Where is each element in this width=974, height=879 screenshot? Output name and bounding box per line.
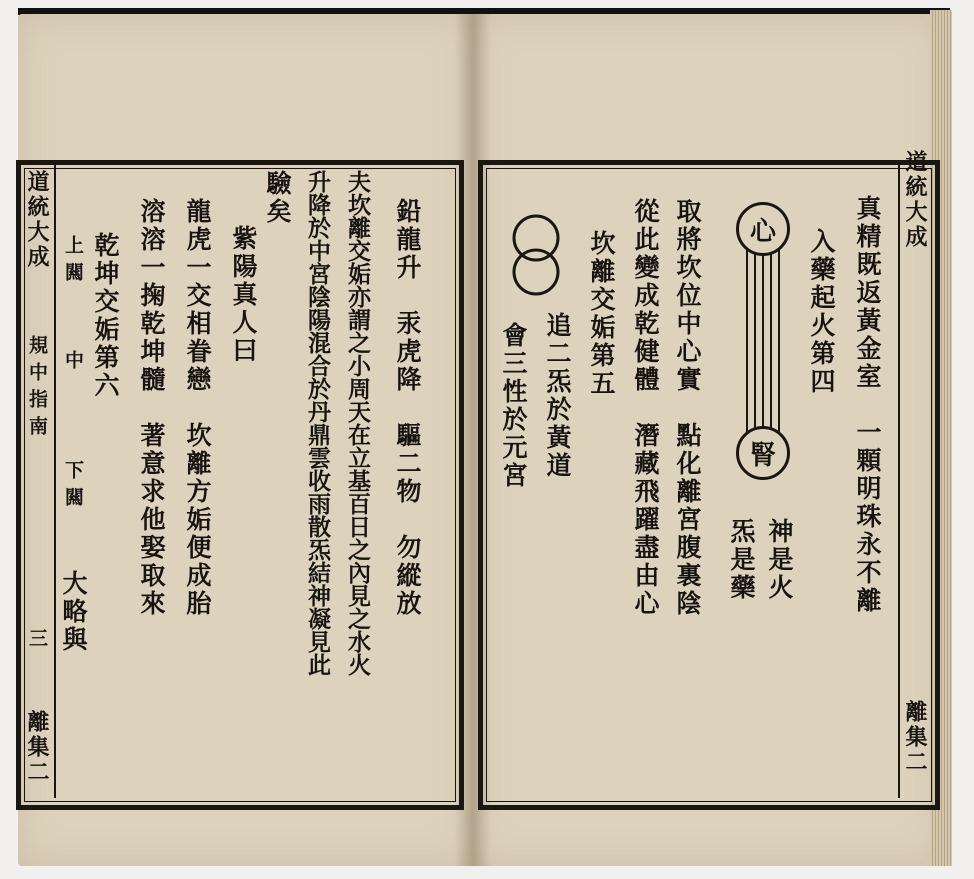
left-column: 鉛龍升 汞虎降 驅二物 勿縱放 [393, 198, 422, 618]
right-column: 從此變成乾健體 潛藏飛躍盡由心 [631, 198, 660, 618]
left-margin-title: 道統大成 [24, 170, 50, 270]
diagram-line [762, 240, 764, 450]
right-margin-section: 離集二 [902, 700, 928, 775]
right-column: 取將坎位中心實 點化離宮腹裏陰 [673, 198, 702, 618]
gate-lower: 下闗 [62, 460, 84, 514]
left-margin-section: 離集二 [24, 710, 50, 785]
diagram-line [746, 240, 748, 450]
gate-middle: 中 [62, 350, 84, 377]
left-column: 夫坎離交姤亦謂之小周天在立基百日之內見之水火 [344, 170, 371, 676]
right-column: 追二炁於黃道 [543, 312, 572, 480]
diagram-line [770, 240, 772, 450]
right-column: 坎離交姤第五 [587, 230, 616, 398]
left-column: 龍虎一交相眷戀 坎離方姤便成胎 [183, 198, 212, 618]
left-column: 溶溶一掬乾坤髓 著意求他娶取來 [137, 198, 166, 618]
left-column: 升降於中宮陰陽混合於丹鼎雲收雨散炁結神凝見此 [304, 170, 331, 676]
left-margin-subtitle: 規中指南 [26, 335, 48, 443]
heart-seal: 心 [736, 202, 790, 256]
left-page-number: 三 [26, 628, 48, 655]
right-column: 會三性於元宮 [499, 322, 528, 490]
left-column: 驗矣 [263, 170, 292, 226]
right-margin-title: 道統大成 [902, 150, 928, 250]
diagram-line [778, 240, 780, 450]
right-column: 入藥起火第四 [807, 228, 836, 396]
left-column: 紫陽真人曰 [229, 225, 258, 365]
kidney-seal: 腎 [736, 426, 790, 480]
heart-kidney-diagram [728, 200, 798, 480]
gate-upper: 上闗 [62, 235, 84, 289]
right-column: 真精既返黃金室 一顆明珠永不離 [853, 195, 882, 615]
margin-rule [54, 165, 56, 798]
right-column: 炁是藥 [727, 518, 756, 602]
diagram-line [754, 240, 756, 450]
aside-text: 大略與 [59, 570, 88, 654]
interlocking-circles-icon [510, 212, 562, 298]
left-column: 乾坤交姤第六 [91, 232, 120, 400]
right-column: 神是火 [765, 518, 794, 602]
